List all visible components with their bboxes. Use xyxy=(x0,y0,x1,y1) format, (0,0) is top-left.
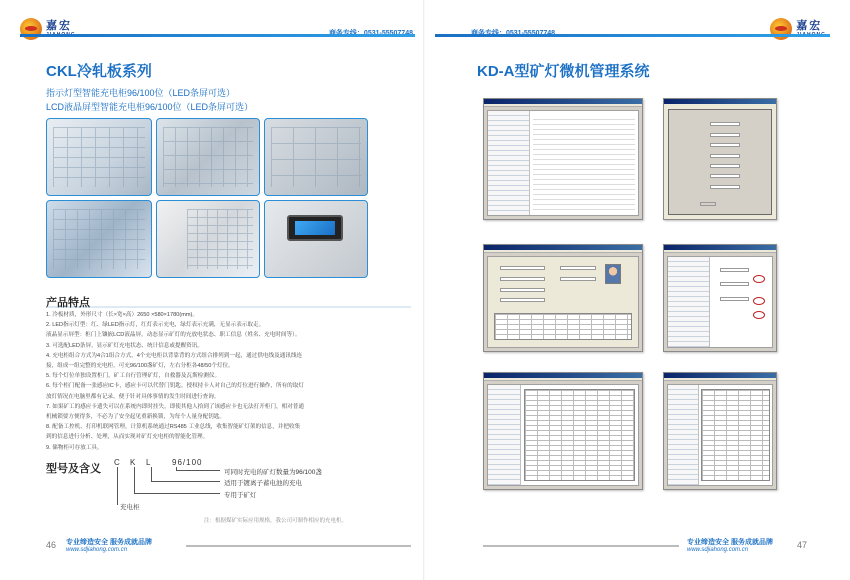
list-item: 5. 每个灯位单独设置柜门，矿工自行管理矿灯，自救器及瓦斯检测仪。 xyxy=(46,373,221,380)
model-desc-3: 专用于矿灯 xyxy=(224,492,257,499)
model-heading: 型号及含义 xyxy=(46,463,101,475)
software-screenshot xyxy=(663,244,777,352)
list-item: 放灯情况在电脑里都有记录，便于针对具体事情的发生时间进行查询。 xyxy=(46,393,220,400)
software-screenshot xyxy=(483,98,643,220)
model-desc-4: 充电柜 xyxy=(120,504,140,511)
list-item: 9. 储物柜可存放工具。 xyxy=(46,444,103,451)
list-item: 2. LED指示灯型：红、绿LED指示灯，红灯表示充电，绿灯表示充满，无显示表示取走。 xyxy=(46,322,265,329)
software-screenshot xyxy=(483,372,643,490)
user-avatar-icon xyxy=(605,264,621,284)
product-photo xyxy=(156,118,260,196)
product-photo xyxy=(156,200,260,278)
model-code-c: C xyxy=(114,458,121,467)
list-item: 7. 如果矿工的感应卡遗失可以在系统内即时挂失，即使其他人拾到了该感应卡也无法打开柜门，相对普通 xyxy=(46,403,304,410)
product-photo xyxy=(264,118,368,196)
list-item: 液晶显示屏型：柜门上镶嵌LCD液晶屏，动态显示矿灯的充放电状态、职工信息（姓名、充电时间等）。 xyxy=(46,332,301,339)
features-heading: 产品特点 xyxy=(46,297,90,309)
model-code-k: K xyxy=(130,458,137,467)
lcd-screen-icon xyxy=(287,215,343,241)
page-number: 46 xyxy=(46,540,57,550)
footnote: 注：根据煤矿实际应用规格，我公司可制作相应的充电柜。 xyxy=(204,518,348,524)
model-desc-1: 可同时充电的矿灯数量为96/100盏 xyxy=(224,469,322,476)
model-code-number: 96/100 xyxy=(172,458,203,467)
footer-url: www.sdjiahong.com.cn xyxy=(687,547,749,553)
left-header xyxy=(20,18,415,42)
list-item: 3. 可选配LED条屏，显示矿灯充电状态、统计信息或提醒资讯。 xyxy=(46,342,203,349)
list-item: 6. 每个柜门配备一张感应IC卡，感应卡可以代替门钥匙。授权持卡人对自己的灯位进行操作，所有的取灯 xyxy=(46,383,304,390)
footer-slogan xyxy=(66,537,152,553)
software-screenshot xyxy=(663,372,777,490)
footer-rule xyxy=(186,545,411,547)
highlight-circle-icon xyxy=(753,275,765,283)
header-rule xyxy=(20,34,415,37)
page-number: 47 xyxy=(797,540,808,550)
features-list xyxy=(46,310,411,453)
right-page xyxy=(425,0,850,580)
page-title: CKL冷轧板系列 xyxy=(46,63,152,80)
model-diagram xyxy=(114,458,374,518)
software-screenshot xyxy=(663,98,777,220)
list-item: 到的信息进行分析、处理，从而实现对矿灯充电柜的智能化管理。 xyxy=(46,434,209,441)
lcd-panel-photo xyxy=(264,200,368,278)
footer-slogan xyxy=(687,537,773,553)
features-rule xyxy=(46,306,411,308)
footer-url: www.sdjiahong.com.cn xyxy=(66,547,128,553)
footer-slogan-text: 专业缔造安全 服务成就品牌 xyxy=(66,539,152,546)
list-item: 机械锁要方便得多，不必为了安全起见重新换锁，为每个人量身配钥匙。 xyxy=(46,414,226,421)
product-photo xyxy=(46,200,152,278)
product-photo xyxy=(46,118,152,196)
highlight-circle-icon xyxy=(753,297,765,305)
highlight-circle-icon xyxy=(753,311,765,319)
header-rule xyxy=(435,34,830,37)
model-code-l: L xyxy=(146,458,152,467)
brand-name-cn: 嘉宏 xyxy=(46,19,72,32)
list-item: 8. 配备工控机、打印机联网管理，计算机系统通过RS485 工业总线，收集智能矿灯架的信息，并把收集 xyxy=(46,424,301,431)
subtitle-2: LCD液晶屏型智能充电柜96/100位（LED条屏可选） xyxy=(46,102,254,112)
brand-name-cn: 嘉宏 xyxy=(796,19,823,32)
subtitle-1: 指示灯型智能充电柜96/100位（LED条屏可选） xyxy=(46,88,236,98)
footer-rule xyxy=(483,545,679,547)
page-title: KD-A型矿灯微机管理系统 xyxy=(477,63,650,80)
list-item: 1. 冷板材质，外形尺寸（长×宽×高）2650 ×580×1780(mm)。 xyxy=(46,312,199,318)
list-item: 接，组成一组完整的充电柜。可充96/100盏矿灯，左右分柜各48/50个灯位。 xyxy=(46,363,234,370)
footer-slogan-text: 专业缔造安全 服务成就品牌 xyxy=(687,539,773,546)
software-screenshot xyxy=(483,244,643,352)
list-item: 4. 充电柜组合方式为4合1组合方式，4个充电柜以背靠背的方式组合排列到一起，通过供电线及通讯线连 xyxy=(46,352,303,359)
right-header xyxy=(435,18,830,42)
model-desc-2: 适用于镀离子蓄电池的充电 xyxy=(224,480,302,487)
